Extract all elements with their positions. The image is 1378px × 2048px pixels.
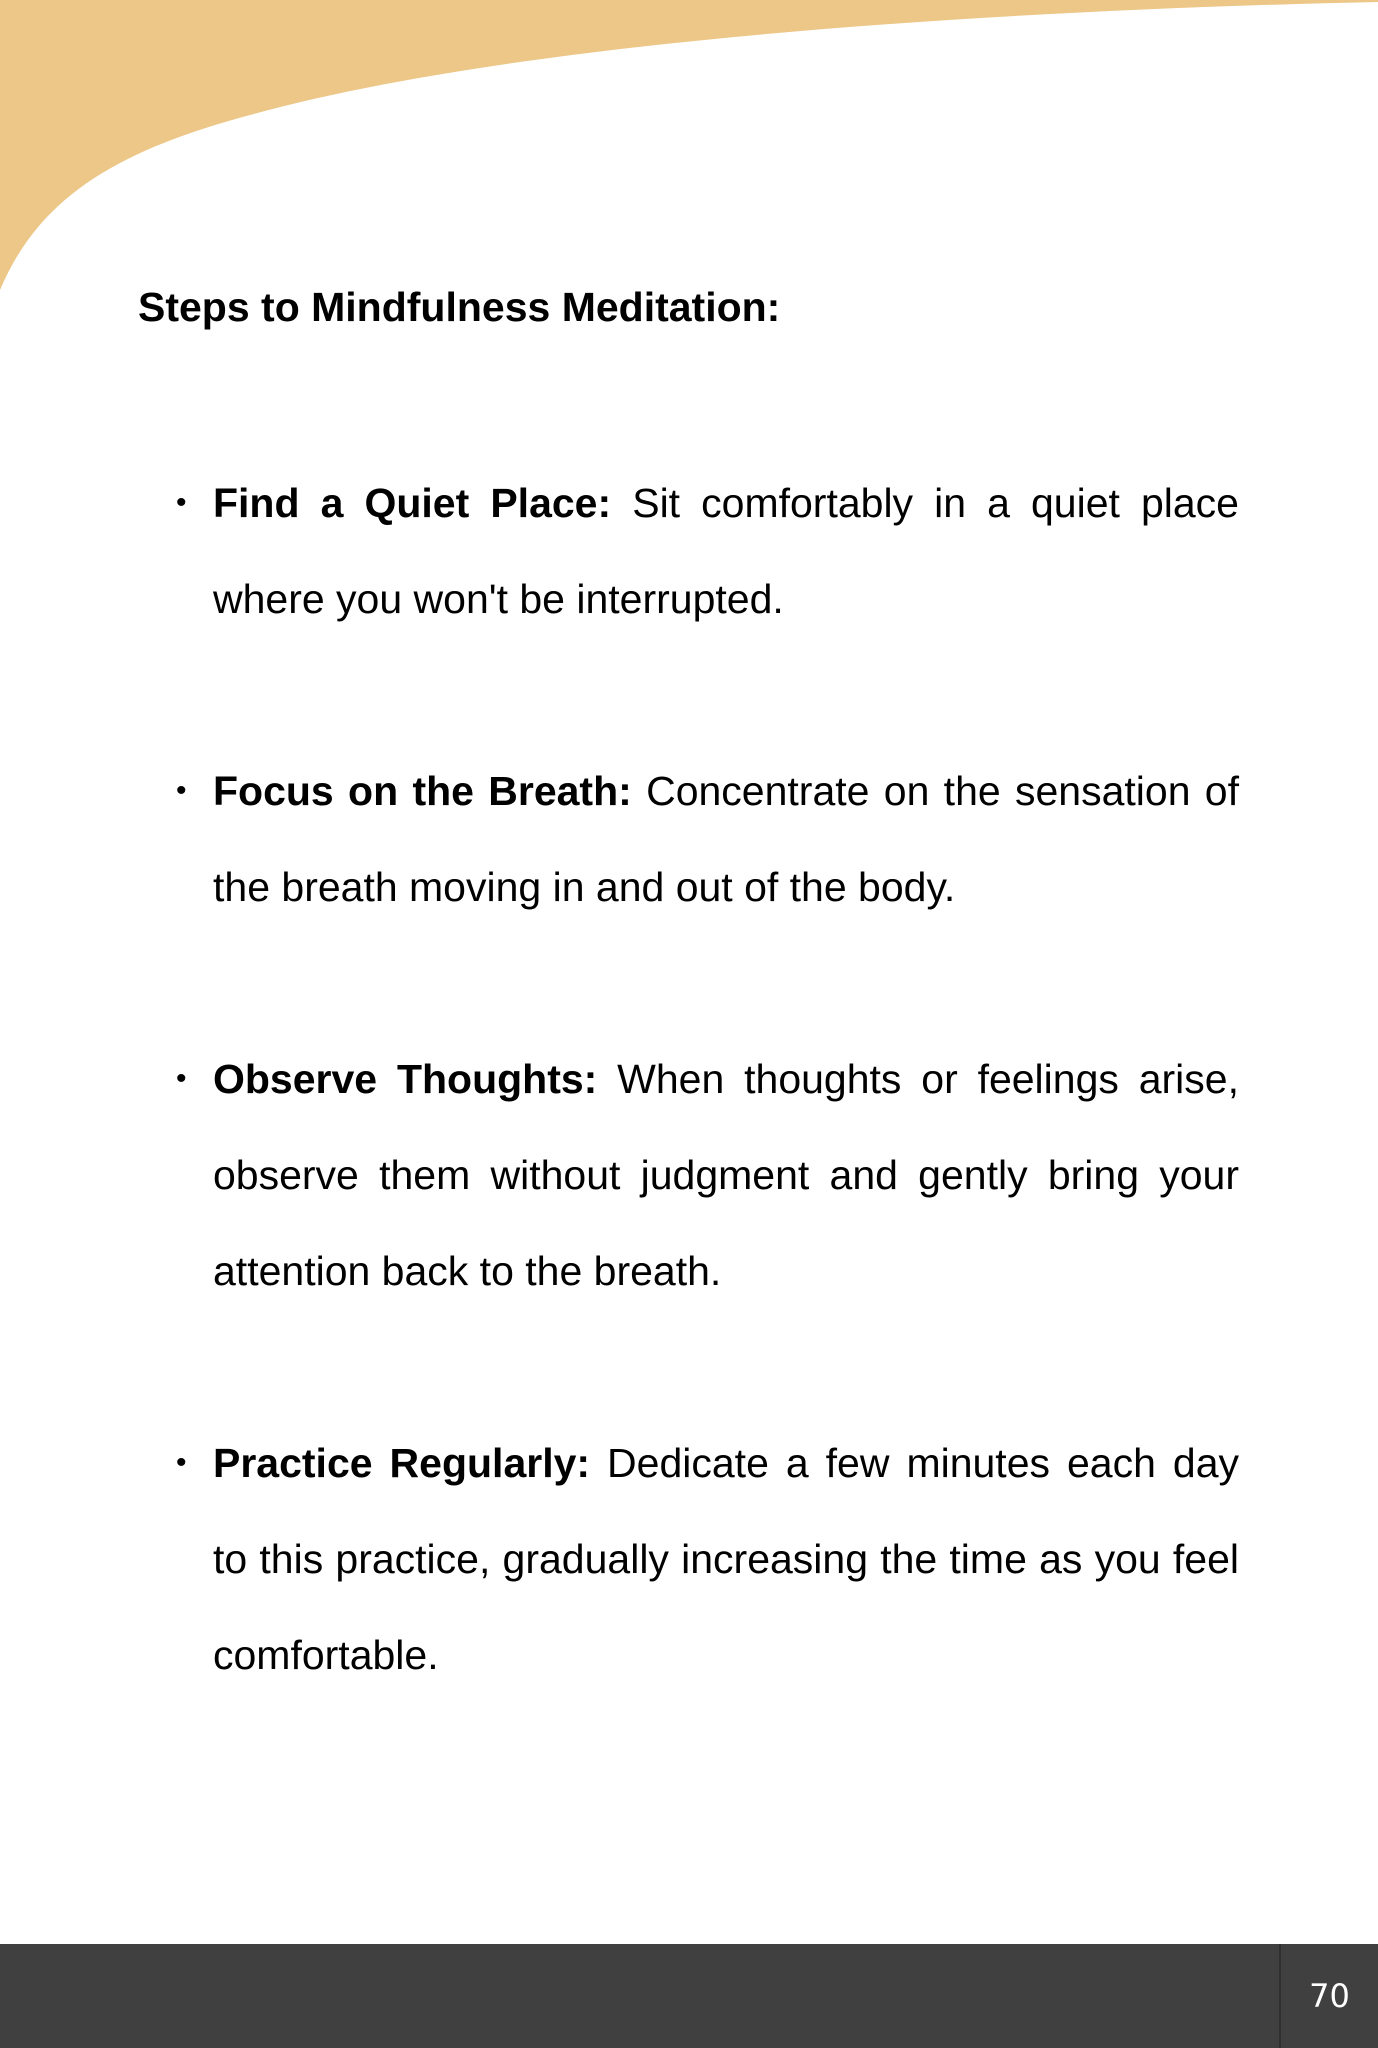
list-item — [176, 1415, 1239, 1703]
list-item — [176, 1031, 1239, 1319]
bullet-icon: • — [176, 1062, 187, 1095]
footer-bar — [0, 1944, 1378, 2048]
step-text: Sit comfortably in a quiet place where you won't be interrupted. — [213, 480, 1239, 622]
bullet-icon: • — [176, 1446, 187, 1479]
step-title: Observe Thoughts: — [213, 1056, 618, 1102]
step-text: When thoughts or feelings arise, observe them without judgment and gently bring your attention back to the breath. — [213, 1056, 1239, 1294]
wave-shape — [0, 0, 1378, 290]
bullet-icon: • — [176, 774, 187, 807]
steps-list — [176, 455, 1239, 1799]
step-title: Practice Regularly: — [213, 1440, 608, 1486]
list-item — [176, 743, 1239, 935]
bullet-icon: • — [176, 486, 187, 519]
step-text: Dedicate a few minutes each day to this practice, gradually increasing the time as you feel comfortable. — [213, 1440, 1239, 1678]
decorative-top-wave — [0, 0, 1378, 300]
page-number: 70 — [1279, 1944, 1378, 2048]
page-heading: Steps to Mindfulness Meditation: — [138, 284, 781, 330]
step-title: Focus on the Breath: — [213, 768, 647, 814]
list-item — [176, 455, 1239, 647]
step-title: Find a Quiet Place: — [213, 480, 633, 526]
step-text: Concentrate on the sensation of the breath moving in and out of the body. — [213, 768, 1239, 910]
